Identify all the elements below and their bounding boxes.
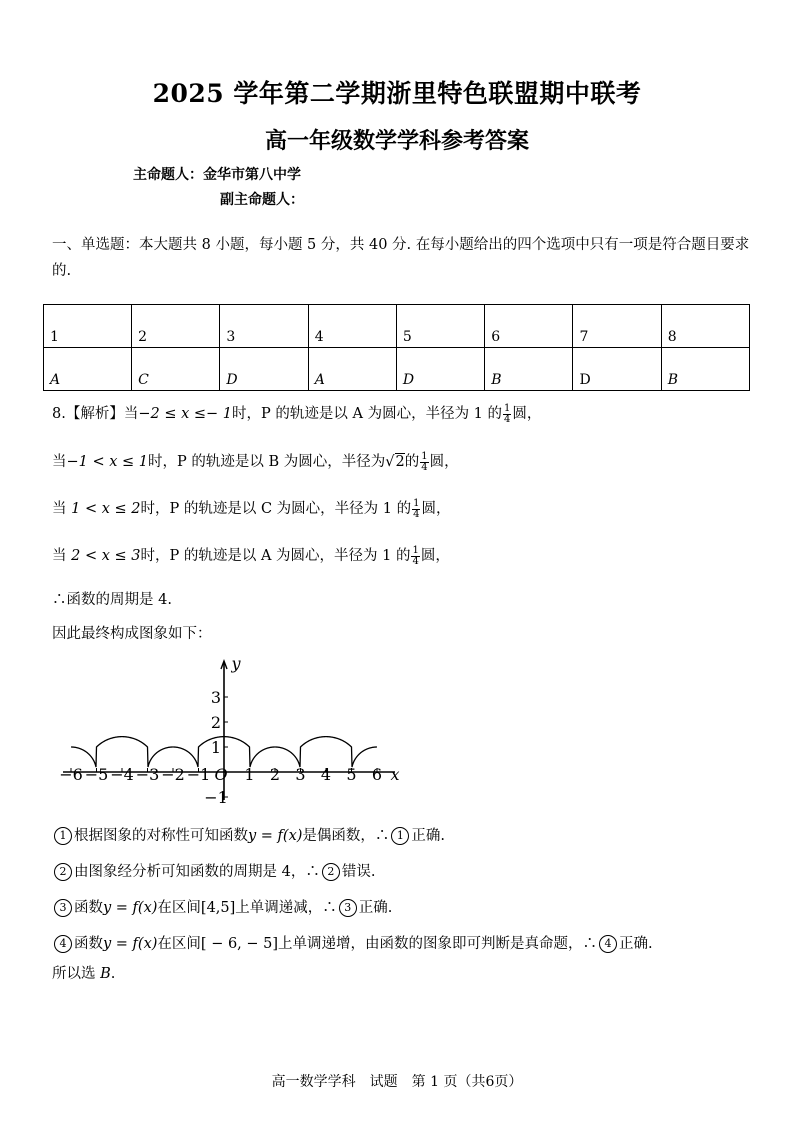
x-tick-label: −1 (186, 765, 211, 784)
table-row (44, 305, 750, 348)
numerator: 1 (412, 544, 419, 556)
table-row (44, 348, 750, 391)
text: 所以选 (52, 966, 101, 982)
y-tick-label: 3 (210, 688, 222, 707)
conclusion-4 (52, 932, 653, 953)
circled-number: 2 (54, 863, 72, 881)
circled-number: 4 (54, 935, 72, 953)
chief-author: 主命题人：金华市第八中学 (133, 167, 301, 183)
solution-line-1 (52, 402, 541, 425)
function-expr: y = f(x) (103, 900, 158, 916)
answer-table (43, 304, 750, 391)
table-cell: 2 (132, 305, 220, 348)
text: 在区间[ − 6, − 5]上单调递增，由函数的图象即可判断是真命题，∴ (157, 936, 598, 952)
conclusion-3 (52, 896, 392, 917)
text: 圆， (420, 548, 450, 564)
table-cell: 7 (573, 305, 661, 348)
solution-line-4 (52, 544, 450, 567)
text: 圆， (421, 501, 451, 517)
text: 是偶函数，∴ (302, 828, 390, 844)
sqrt-value: 2 (395, 454, 405, 470)
graph-intro: 因此最终构成图象如下： (52, 626, 212, 642)
text: 正确. (619, 936, 653, 952)
page-subtitle: 高一年级数学学科参考答案 (264, 128, 529, 154)
x-tick-label: 4 (320, 765, 332, 784)
denominator: 4 (413, 508, 420, 520)
text: 时，P 的轨迹是以 C 为圆心，半径为 1 的 (140, 501, 412, 517)
text: 由图象经分析可知函数的周期是 4，∴ (74, 864, 320, 880)
text: 函数 (74, 936, 103, 952)
numerator: 1 (504, 402, 511, 414)
table-cell: 6 (485, 305, 573, 348)
condition: 1 < x ≤ 2 (71, 501, 141, 517)
text: 错误. (341, 864, 376, 880)
table-cell: A (44, 348, 132, 391)
text: 当 (52, 501, 72, 517)
final-choice: B (100, 966, 111, 982)
numerator: 1 (421, 450, 428, 462)
function-graph (55, 655, 405, 805)
table-cell: 4 (308, 305, 396, 348)
numerator: 1 (413, 497, 420, 509)
circled-number: 4 (599, 935, 617, 953)
fraction (412, 499, 420, 520)
text: 在区间[4,5]上单调递减，∴ (157, 900, 337, 916)
denominator: 4 (412, 555, 419, 567)
circled-number: 3 (339, 899, 357, 917)
x-tick-label: 6 (371, 765, 383, 784)
text: 圆， (429, 454, 459, 470)
denominator: 4 (421, 461, 428, 473)
y-axis-label: y (231, 655, 241, 673)
fraction (411, 546, 419, 567)
solution-line-3 (52, 497, 450, 520)
x-tick-label: −6 (59, 765, 83, 784)
fraction (503, 404, 511, 425)
page-title: 2025 学年第二学期浙里特色联盟期中联考 (152, 79, 642, 108)
table-cell: 5 (396, 305, 484, 348)
text: 时，P 的轨迹是以 A 为圆心，半径为 1 的 (140, 548, 411, 564)
condition: −2 ≤ x ≤− 1 (138, 406, 233, 422)
x-tick-label: −5 (84, 765, 109, 784)
text: 根据图象的对称性可知函数 (74, 828, 248, 844)
text: 时，P 的轨迹是以 A 为圆心，半径为 1 的 (232, 406, 503, 422)
text: 8.【解析】当 (52, 406, 139, 422)
origin-label: O (214, 765, 228, 784)
table-cell: B (661, 348, 749, 391)
circled-number: 2 (322, 863, 340, 881)
x-tick-label: 2 (269, 765, 281, 784)
text: 当 (52, 454, 67, 470)
deputy-author: 副主命题人： (220, 192, 304, 208)
x-axis-label: x (390, 765, 400, 784)
conclusion-1 (52, 824, 445, 845)
text: 的 (404, 454, 420, 470)
table-cell: A (308, 348, 396, 391)
final-answer (52, 962, 115, 983)
condition: −1 < x ≤ 1 (66, 454, 149, 470)
x-tick-label: 3 (295, 765, 306, 784)
table-cell: D (396, 348, 484, 391)
function-expr: y = f(x) (248, 828, 303, 844)
conclusion-2 (52, 860, 375, 881)
denominator: 4 (504, 413, 511, 425)
period-line: ∴函数的周期是 4. (52, 592, 172, 608)
fraction (420, 452, 428, 473)
table-cell: B (485, 348, 573, 391)
table-cell: 1 (44, 305, 132, 348)
x-tick-label: −2 (161, 765, 185, 784)
y-tick-label: −1 (204, 788, 228, 805)
sqrt-symbol: √ (385, 454, 395, 470)
circled-number: 1 (391, 827, 409, 845)
table-cell: D (220, 348, 308, 391)
table-cell: D (573, 348, 661, 391)
circled-number: 3 (54, 899, 72, 917)
circled-number: 1 (54, 827, 72, 845)
table-cell: 3 (220, 305, 308, 348)
table-cell: C (132, 348, 220, 391)
text: . (110, 966, 116, 982)
page-footer: 高一数学学科 试题 第 1 页（共6页） (271, 1074, 523, 1090)
section-intro: 一、单选题：本大题共 8 小题，每小题 5 分，共 40 分. 在每小题给出的四个选项中只有一项是符合题目要求的. (52, 237, 750, 279)
x-tick-label: 5 (346, 765, 357, 784)
text: 正确. (411, 828, 446, 844)
solution-line-2 (52, 450, 459, 473)
text: 时，P 的轨迹是以 B 为圆心，半径为 (148, 454, 386, 470)
y-tick-label: 1 (210, 738, 222, 757)
y-tick-label: 2 (210, 713, 222, 732)
x-tick-label: 1 (244, 765, 255, 784)
condition: 2 < x ≤ 3 (71, 548, 141, 564)
x-tick-label: −3 (135, 765, 160, 784)
text: 圆， (512, 406, 542, 422)
x-tick-label: −4 (110, 765, 134, 784)
text: 正确. (358, 900, 393, 916)
text: 函数 (74, 900, 103, 916)
curve-segment (275, 737, 377, 767)
function-expr: y = f(x) (103, 936, 158, 952)
table-cell: 8 (661, 305, 749, 348)
curve-segment (71, 737, 173, 767)
text: 当 (52, 548, 72, 564)
